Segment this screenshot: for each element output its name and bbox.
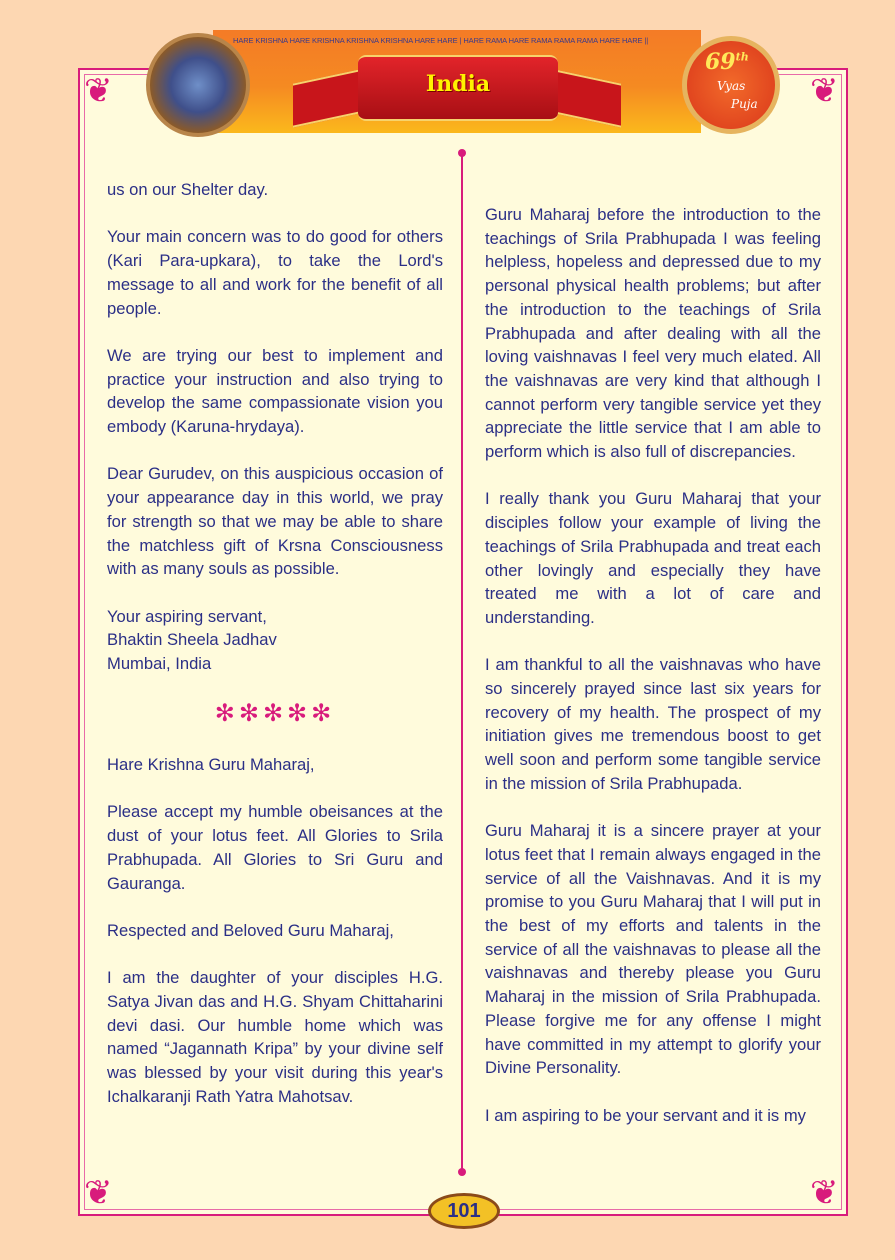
right-column <box>485 203 821 1151</box>
paragraph: Your main concern was to do good for others (Kari Para-upkara), to take the Lord's message to all and work for the benefit of all people. <box>107 227 443 318</box>
paragraph: us on our Shelter day. <box>107 180 269 199</box>
signature-line: Mumbai, India <box>107 654 212 673</box>
vyas-puja-badge <box>682 36 780 134</box>
paragraph: I am thankful to all the vaishnavas who have so sincerely prayed since last six years for recovery of my health. The prospect of my initiation gives me tremendous boost to get well soon and perform some tangible service in the mission of Srila Prabhupada. <box>485 655 821 793</box>
paragraph: Respected and Beloved Guru Maharaj, <box>107 920 394 940</box>
paragraph: I really thank you Guru Maharaj that your disciples follow your example of living the teachings of Srila Prabhupada and treat each other lovingly and especially they have treated me with a lot of care and understanding. <box>485 489 821 627</box>
divider-dot <box>458 149 466 157</box>
title-ribbon <box>358 55 558 121</box>
paragraph: Please accept my humble obeisances at the dust of your lotus feet. All Glories to Srila Prabhupada. All Glories to Sri Guru and Gauranga. <box>107 802 443 893</box>
mantra-text: HARE KRISHNA HARE KRISHNA KRISHNA KRISHNA HARE HARE | HARE RAMA HARE RAMA RAMA RAMA HARE HARE || <box>233 36 649 45</box>
corner-ornament-icon: ❦ <box>84 72 113 110</box>
column-divider <box>461 153 463 1173</box>
section-title: India <box>425 71 491 97</box>
corner-ornament-icon: ❦ <box>810 1174 839 1212</box>
paragraph: Guru Maharaj it is a sincere prayer at your lotus feet that I remain always engaged in the service of all the Vaishnavas. And it is my promise to you Guru Maharaj that I will put in the best of my efforts and talents in the service of all the vaishnavas to please all the vaishnavas and thereby please you Guru Maharaj in the mission of Srila Prabhupada. Please forgive me for any offense I might have committed in my attempt to glorify your Divine Personality. <box>485 821 821 1078</box>
star-separator-icon: ✻✻✻✻✻ <box>214 700 336 728</box>
deity-image <box>146 33 250 137</box>
header-banner <box>213 30 701 133</box>
signature-line: Your aspiring servant, <box>107 606 267 626</box>
corner-ornament-icon: ❦ <box>84 1174 113 1212</box>
divider-dot <box>458 1168 466 1176</box>
badge-line1: Vyas <box>717 79 746 93</box>
paragraph: I am aspiring to be your servant and it is my <box>485 1105 806 1125</box>
badge-number: 69 <box>705 49 736 75</box>
paragraph: I am the daughter of your disciples H.G. Satya Jivan das and H.G. Shyam Chittaharini devi dasi. Our humble home which was named “Jagannath Kripa” by your divine self was blessed by your visit during this year's Ichalkaranji Rath Yatra Mahotsav. <box>107 968 443 1106</box>
paragraph: Dear Gurudev, on this auspicious occasion of your appearance day in this world, we pray for strength so that we may be able to share the matchless gift of Krsna Consciousness with as many souls as possible. <box>107 464 443 579</box>
corner-ornament-icon: ❦ <box>810 72 839 110</box>
paragraph: We are trying our best to implement and practice your instruction and also trying to develop the same compassionate vision you embody (Karuna-hrydaya). <box>107 345 443 436</box>
signature-line: Bhaktin Sheela Jadhav <box>107 630 277 650</box>
paragraph: Hare Krishna Guru Maharaj, <box>107 755 315 775</box>
badge-line2: Puja <box>731 97 758 111</box>
badge-suffix: th <box>735 50 749 64</box>
paragraph: Guru Maharaj before the introduction to the teachings of Srila Prabhupada I was feeling helpless, hopeless and depressed due to my personal physical health problems; but after the introduction to the teachings of Srila Prabhupada and after dealing with all the loving vaishnavas I feel very much elated. All the vaishnavas are very kind that although I cannot perform very tangible service yet they appreciate the little service that I am able to perform which is also full of discrepancies. <box>485 205 821 462</box>
page-number: 101 <box>428 1193 500 1229</box>
left-column <box>107 178 443 1132</box>
